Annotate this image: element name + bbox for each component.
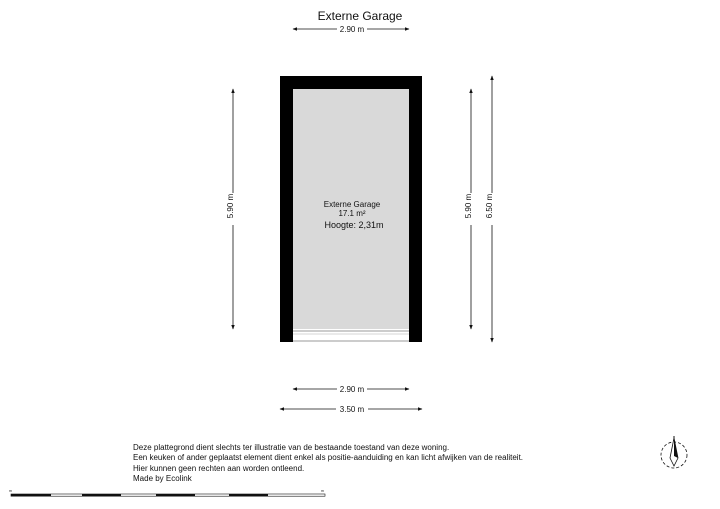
disclaimer-line: Hier kunnen geen rechten aan worden ontleend. [133, 463, 305, 473]
dimension-left-height [226, 89, 239, 329]
dimension-right-inner-height [464, 89, 477, 329]
scale-right-label: m [321, 489, 324, 493]
dimension-top-width [293, 23, 409, 34]
disclaimer [133, 443, 523, 485]
plan-title: Externe Garage [317, 9, 403, 23]
bottom-inner-width-label: 2.90 m [339, 385, 365, 394]
room-height: Hoogte: 2,31m [324, 220, 384, 230]
dimension-right-outer-height [485, 76, 498, 342]
dimension-bottom-outer-width [280, 403, 422, 414]
right-inner-height-label: 5.90 m [464, 193, 473, 219]
bottom-outer-width-label: 3.50 m [339, 405, 365, 414]
disclaimer-line: Een keuken of ander geplaatst element dient enkel als positie-aanduiding en kan licht afwijken van de realiteit. [133, 453, 524, 463]
scale-left-label: m [9, 489, 12, 493]
left-height-label: 5.90 m [226, 193, 235, 219]
top-width-label: 2.90 m [339, 25, 365, 34]
room-name: Externe Garage [323, 200, 381, 209]
scale-bar [9, 489, 325, 496]
compass-icon [661, 436, 687, 468]
credit-line: Made by Ecolink [133, 474, 192, 484]
dimension-bottom-inner-width [293, 383, 409, 394]
disclaimer-line: Deze plattegrond dient slechts ter illustratie van de bestaande toestand van deze woning. [133, 443, 450, 452]
right-outer-height-label: 6.50 m [485, 193, 494, 219]
room-area: 17.1 m² [338, 209, 366, 218]
